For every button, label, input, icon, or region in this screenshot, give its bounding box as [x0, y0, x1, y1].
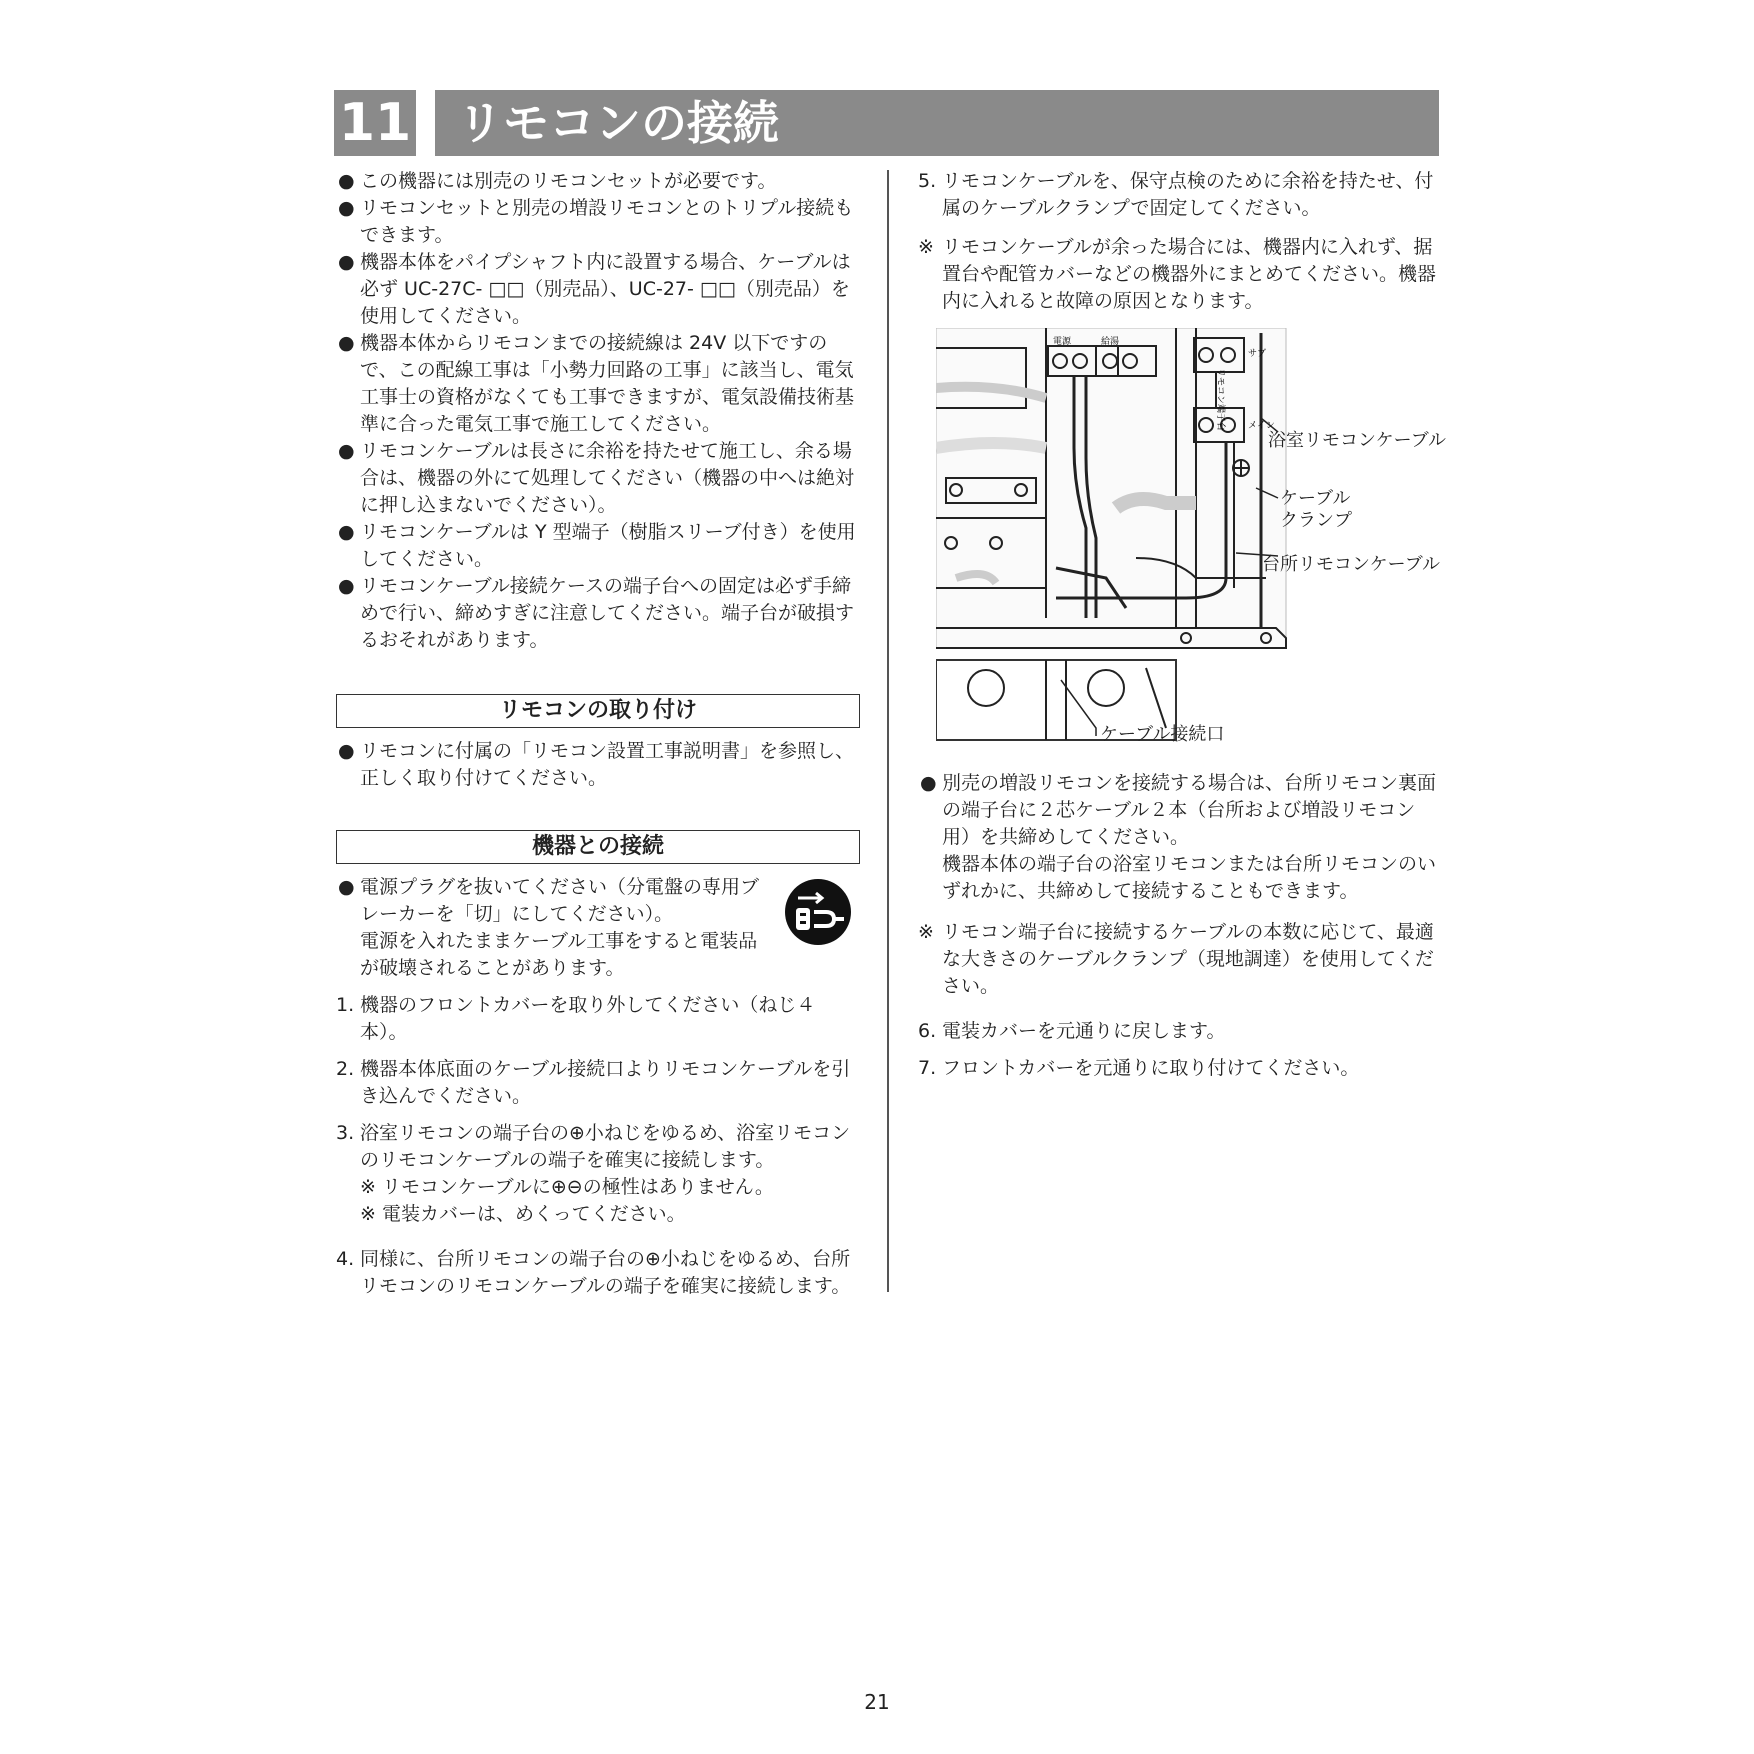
- section-heading-remote-install: リモコンの取り付け: [336, 694, 860, 728]
- bullet-icon: ●: [920, 772, 937, 794]
- note-text: リモコン端子台に接続するケーブルの本数に応じて、最適な大きさのケーブルクランプ（現地調達）を使用してください。: [942, 921, 1434, 997]
- bullet-text: リモコンセットと別売の増設リモコンとのトリプル接続もできます。: [360, 197, 854, 246]
- bullet-icon: ●: [338, 197, 355, 219]
- cable-clamp-label-line2: クランプ: [1280, 510, 1352, 531]
- step-note: ※ 電装カバーは、めくってください。: [360, 1203, 686, 1225]
- step-text: フロントカバーを元通りに取り付けてください。: [942, 1057, 1360, 1079]
- warning-text-detail: 電源を入れたままケーブル工事をすると電装品が破壊されることがあります。: [360, 930, 758, 979]
- step-item: [336, 1246, 860, 1300]
- bullet-icon: ●: [338, 575, 355, 597]
- other-tag-label: 給湯: [1101, 337, 1120, 347]
- list-item: [336, 519, 860, 573]
- bullet-text: リモコンに付属の「リモコン設置工事説明書」を参照し、正しく取り付けてください。: [360, 740, 855, 789]
- page-number: 21: [864, 1690, 890, 1714]
- right-column: [918, 168, 1442, 315]
- main-tag-label: メイン: [1248, 421, 1275, 431]
- step-number: 5.: [918, 170, 937, 192]
- step-item: [336, 992, 860, 1046]
- step-item: [918, 168, 1442, 222]
- step-text: 同様に、台所リモコンの端子台の⊕小ねじをゆるめ、台所リモコンのリモコンケーブルの端子を確実に接続します。: [360, 1248, 851, 1297]
- step-number: 4.: [336, 1248, 355, 1270]
- bullet-icon: ●: [338, 332, 355, 354]
- list-item: [336, 874, 770, 928]
- note-mark-icon: ※: [918, 921, 934, 943]
- step-item: [918, 1055, 1442, 1082]
- kitchen-remote-cable-label: 台所リモコンケーブル: [1262, 554, 1441, 575]
- step-text: 浴室リモコンの端子台の⊕小ねじをゆるめ、浴室リモコンのリモコンケーブルの端子を確実に接続します。: [360, 1122, 851, 1171]
- warning-text: 電源プラグを抜いてください（分電盤の専用ブレーカーを「切」にしてください）。: [360, 876, 760, 925]
- bullet-icon: ●: [338, 876, 355, 898]
- bullet-text: リモコンケーブルは Y 型端子（樹脂スリーブ付き）を使用してください。: [360, 521, 856, 570]
- power-tag-label: 電源: [1053, 337, 1072, 347]
- bullet-text: リモコンケーブル接続ケースの端子台への固定は必ず手締めで行い、締めすぎに注意してください。端子台が破損するおそれがあります。: [360, 575, 855, 651]
- column-divider: [887, 170, 889, 1292]
- step-text: 機器本体底面のケーブル接続口よりリモコンケーブルを引き込んでください。: [360, 1058, 851, 1107]
- list-item: [918, 770, 1442, 851]
- bullet-text: この機器には別売のリモコンセットが必要です。: [360, 170, 777, 192]
- caution-note: [918, 234, 1442, 315]
- step-number: 7.: [918, 1057, 937, 1079]
- bullet-icon: ●: [338, 740, 355, 762]
- bullet-icon: ●: [338, 170, 355, 192]
- wiring-figure: [936, 328, 1456, 748]
- left-column: [336, 168, 860, 1300]
- step-text: リモコンケーブルを、保守点検のために余裕を持たせ、付属のケーブルクランプで固定してください。: [942, 170, 1434, 219]
- note-mark-icon: ※: [918, 236, 934, 258]
- bullet-icon: ●: [338, 440, 355, 462]
- bullet-text: リモコンケーブルは長さに余裕を持たせて施工し、余る場合は、機器の外にて処理してください（機器の中へは絶対に押し込まないでください）。: [360, 440, 855, 516]
- list-item: [336, 573, 860, 654]
- step-number: 2.: [336, 1058, 355, 1080]
- step-item: [336, 1056, 860, 1110]
- terminal-tag-label: リモコン端子台: [1215, 368, 1225, 432]
- step-number: 1.: [336, 994, 355, 1016]
- note-text: リモコンケーブルが余った場合には、機器内に入れず、据置台や配管カバーなどの機器外にまとめてください。機器内に入れると故障の原因となります。: [942, 236, 1437, 312]
- bullet-icon: ●: [338, 251, 355, 273]
- caution-note: [918, 919, 1442, 1000]
- bullet-icon: ●: [338, 521, 355, 543]
- cable-inlet-label: ケーブル接続口: [1100, 724, 1225, 745]
- step-text: 機器のフロントカバーを取り外してください（ねじ４本）。: [360, 994, 816, 1043]
- device-interior-illustration: [936, 328, 1456, 748]
- sub-tag-label: サブ: [1248, 349, 1267, 359]
- bullet-text: 別売の増設リモコンを接続する場合は、台所リモコン裏面の端子台に２芯ケーブル２本（台所および増設リモコン用）を共締めしてください。: [942, 772, 1437, 848]
- list-item: [336, 195, 860, 249]
- section-title: リモコンの接続: [435, 90, 1439, 156]
- warning-block: [336, 874, 860, 982]
- list-item: [336, 249, 860, 330]
- section-heading-device-connection: 機器との接続: [336, 830, 860, 864]
- unplug-warning-icon: [784, 878, 852, 946]
- right-column-lower: [918, 770, 1442, 1082]
- step-item: [918, 1018, 1442, 1045]
- list-item: [336, 438, 860, 519]
- list-item: [336, 168, 860, 195]
- list-item: [336, 330, 860, 438]
- bullet-text: 機器本体からリモコンまでの接続線は 24V 以下ですので、この配線工事は「小勢力回路の工事」に該当し、電気工事士の資格がなくても工事できますが、電気設備技術基準に合った電気工事で施工してください。: [360, 332, 855, 435]
- cable-clamp-label-line1: ケーブル: [1280, 488, 1351, 509]
- list-item: [336, 738, 860, 792]
- step-note: ※ リモコンケーブルに⊕⊖の極性はありません。: [360, 1176, 774, 1198]
- step-number: 6.: [918, 1020, 937, 1042]
- step-item: [336, 1120, 860, 1174]
- bullet-text-detail: 機器本体の端子台の浴室リモコンまたは台所リモコンのいずれかに、共締めして接続することもできます。: [942, 853, 1437, 902]
- step-number: 3.: [336, 1122, 355, 1144]
- bullet-text: 機器本体をパイプシャフト内に設置する場合、ケーブルは必ず UC-27C- □□（別売品）、UC-27- □□（別売品）を使用してください。: [360, 251, 851, 327]
- section-number-badge: 11: [334, 90, 416, 156]
- step-text: 電装カバーを元通りに戻します。: [942, 1020, 1226, 1042]
- bath-remote-cable-label: 浴室リモコンケーブル: [1268, 430, 1447, 451]
